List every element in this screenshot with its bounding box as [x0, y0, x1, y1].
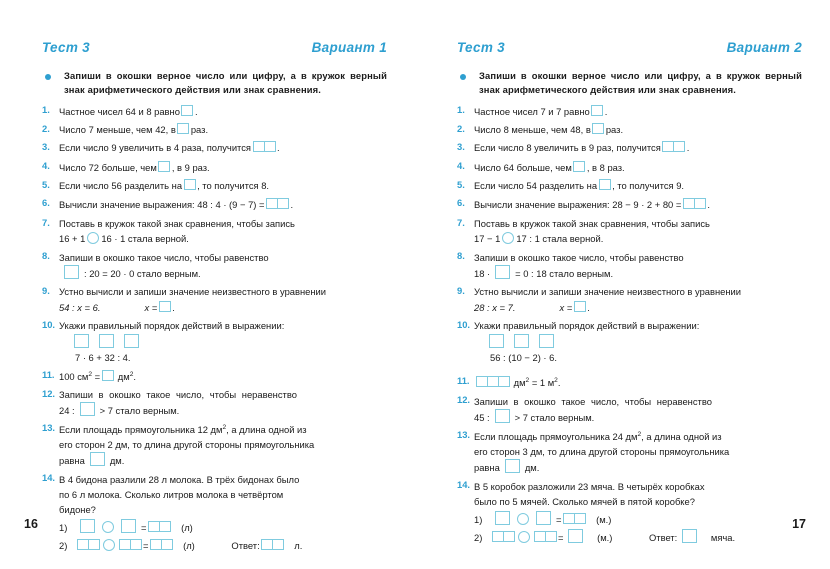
question-expression [474, 409, 802, 425]
order-of-operations-boxes [484, 334, 802, 348]
answer-box[interactable] [64, 265, 79, 279]
question-5 [457, 178, 802, 193]
question-text: 100 см [59, 370, 89, 382]
text-part: , а длина одной из [226, 423, 307, 435]
expr-right: : 20 = 20 · 0 стало верным. [84, 268, 201, 280]
question-number: 4. [42, 160, 50, 172]
question-text: Число 8 меньше, чем 48, в [474, 124, 591, 136]
expr-right: 16 · 1 стала верной. [101, 233, 189, 245]
question-text: Если число 8 увеличить в 9 раз, получится [474, 142, 661, 154]
unit-text: (л) [183, 539, 195, 551]
answer-box-2cell[interactable] [148, 521, 171, 536]
question-text: Запиши в окошко такое число, чтобы неравенство [474, 395, 712, 407]
question-body [474, 197, 802, 213]
question-2 [457, 122, 802, 137]
answer-box[interactable] [599, 179, 611, 190]
question-text-tail: раз. [605, 124, 624, 136]
question-body [59, 178, 387, 193]
answer-box[interactable] [536, 511, 551, 525]
question-7 [42, 216, 387, 246]
answer-box[interactable] [505, 459, 520, 473]
instruction-text: Запиши в окошки верное число или цифру, а в кружок верный знак арифметического действия или знак сравнения. [64, 70, 387, 96]
answer-box[interactable] [591, 105, 603, 116]
answer-box-2cell[interactable] [683, 198, 706, 213]
question-number: 8. [457, 250, 465, 262]
question-expression [59, 402, 387, 418]
question-number: 7. [42, 216, 50, 228]
question-number: 11. [457, 375, 470, 387]
question-2 [42, 122, 387, 137]
answer-box-3cell[interactable] [476, 376, 510, 391]
question-6 [42, 197, 387, 213]
question-text-line3 [474, 459, 802, 475]
question-expression [474, 231, 802, 246]
superscript: 2 [129, 370, 134, 378]
question-text-tail: . [707, 198, 710, 210]
answer-box-2cell[interactable] [563, 513, 586, 528]
answer-box[interactable] [682, 529, 697, 543]
question-body [474, 122, 802, 137]
question-text-tail: раз. [190, 124, 209, 136]
row-equation: = (м.) [490, 511, 611, 528]
unit-text: мяча. [710, 532, 736, 544]
unit-text: дм. [524, 462, 540, 474]
question-body [474, 104, 802, 119]
word-problem-line2: было по 5 мячей. Сколько мячей в пятой коробке? [474, 495, 695, 507]
answer-box[interactable] [495, 511, 510, 525]
question-body [59, 472, 387, 554]
question-text: Запиши в окошко такое число, чтобы неравенство [59, 389, 297, 401]
question-text: Число 72 больше, чем [59, 161, 157, 173]
question-number: 6. [457, 197, 465, 209]
answer-box[interactable] [121, 519, 136, 533]
answer-box[interactable] [124, 334, 139, 348]
bullet-icon [460, 74, 466, 80]
question-9 [42, 284, 387, 314]
answer-box[interactable] [158, 161, 170, 172]
question-body [59, 369, 387, 384]
answer-box[interactable] [592, 123, 604, 134]
question-number: 13. [42, 422, 56, 434]
text-part: равна [59, 455, 85, 467]
equation-right: x = [144, 301, 158, 313]
question-body [59, 104, 387, 119]
unit-text: м [547, 376, 555, 388]
right-page [415, 0, 830, 569]
question-10 [457, 318, 802, 365]
question-number: 1. [42, 104, 50, 116]
question-number: 13. [457, 429, 471, 441]
bullet-icon [45, 74, 51, 80]
question-text-line2: его сторон 2 дм, то длина другой стороны прямоугольника [59, 439, 315, 451]
equation-tail: . [587, 301, 590, 313]
question-number: 6. [42, 197, 50, 209]
answer-circle[interactable] [87, 232, 99, 244]
question-number: 4. [457, 160, 465, 172]
expression-text: 7 · 6 + 32 : 4. [75, 352, 131, 364]
question-text-tail: , то получится 9. [612, 180, 685, 192]
question-9 [457, 284, 802, 314]
superscript: 2 [637, 430, 642, 438]
instruction-block [42, 69, 387, 98]
answer-circle[interactable] [518, 531, 530, 543]
question-text-tail: . [133, 370, 136, 382]
answer-box[interactable] [574, 301, 586, 312]
page-number-right: 17 [792, 517, 806, 531]
word-problem-line1: В 4 бидона разлили 28 л молока. В трёх бидонах было [59, 473, 300, 485]
question-body [474, 318, 802, 365]
question-number: 3. [457, 140, 465, 152]
question-body [59, 216, 387, 246]
question-11 [457, 375, 802, 391]
question-number: 10. [457, 318, 471, 330]
question-text: Частное чисел 7 и 7 равно [474, 105, 590, 117]
question-body [474, 394, 802, 425]
question-5 [42, 178, 387, 193]
question-13 [457, 429, 802, 476]
question-number: 2. [457, 122, 465, 134]
question-6 [457, 197, 802, 213]
question-number: 2. [42, 122, 50, 134]
answer-box[interactable] [489, 334, 504, 348]
question-text: Вычисли значение выражения: 28 − 9 · 2 + 80 = [474, 198, 682, 210]
question-number: 11. [42, 369, 55, 381]
row-label: 1) [474, 513, 483, 525]
answer-box-2cell[interactable] [662, 141, 685, 156]
answer-box[interactable] [159, 301, 171, 312]
unit-text: дм. [109, 455, 125, 467]
question-number: 1. [457, 104, 465, 116]
answer-box-2cell[interactable] [492, 531, 515, 546]
question-text: Укажи правильный порядок действий в выражении: [474, 320, 700, 332]
question-11 [42, 369, 387, 384]
solution-row-1 [59, 519, 387, 536]
expression-text: 56 : (10 − 2) · 6. [490, 352, 557, 364]
question-text: Частное чисел 64 и 8 равно [59, 105, 180, 117]
question-text: Если число 54 разделить на [474, 180, 598, 192]
word-problem-line3: бидоне? [59, 504, 96, 516]
answer-box[interactable] [495, 265, 510, 279]
question-body [474, 216, 802, 246]
answer-box[interactable] [568, 529, 583, 543]
question-4 [457, 160, 802, 175]
question-text: Запиши в окошко такое число, чтобы равенство [59, 251, 269, 263]
question-text: Если число 56 разделить на [59, 180, 183, 192]
answer-box[interactable] [539, 334, 554, 348]
answer-label: Ответ: [231, 539, 260, 551]
answer-box-2cell[interactable] [253, 141, 276, 156]
question-text: Устно вычисли и запиши значение неизвестного в уравнении [59, 286, 327, 298]
expr-left: 24 : [59, 405, 75, 417]
expr-right: > 7 стало верным. [99, 405, 180, 417]
question-text-tail: , то получится 8. [197, 180, 270, 192]
answer-box[interactable] [80, 402, 95, 416]
unit-text: дм [513, 376, 526, 388]
question-text: Поставь в кружок такой знак сравнения, чтобы запись [59, 218, 295, 230]
page-number-left: 16 [24, 517, 38, 531]
question-text-tail: . [277, 142, 280, 154]
answer-circle[interactable] [517, 513, 529, 525]
question-body [59, 318, 387, 365]
question-equation [474, 300, 802, 315]
unit-text: (м.) [597, 532, 613, 544]
question-number: 12. [42, 387, 56, 399]
question-13 [42, 422, 387, 469]
variant-title: Вариант 1 [311, 40, 387, 55]
question-body [474, 375, 802, 391]
answer-box[interactable] [102, 370, 114, 381]
superscript: 2 [525, 376, 530, 384]
question-body [474, 284, 802, 314]
answer-box-2cell[interactable] [119, 539, 142, 554]
question-body [59, 387, 387, 418]
question-number: 14. [42, 472, 56, 484]
word-problem-line2: по 6 л молока. Сколько литров молока в четвёртом [59, 488, 284, 500]
expr-right: 17 : 1 стала верной. [516, 233, 604, 245]
superscript: 2 [222, 423, 227, 431]
answer-box-2cell[interactable] [261, 539, 284, 554]
expr-left: 18 · [474, 268, 491, 280]
question-text: Число 7 меньше, чем 42, в [59, 124, 176, 136]
question-body [59, 284, 387, 314]
row-equation: = (м.) Ответ: мяча. [490, 529, 735, 546]
question-body [474, 479, 802, 547]
equation-left: 28 : x = 7. [474, 301, 516, 313]
answer-circle[interactable] [502, 232, 514, 244]
question-number: 10. [42, 318, 56, 330]
word-problem-line1: В 5 коробок разложили 23 мяча. В четырёх коробках [474, 480, 705, 492]
unit-text: дм [117, 370, 130, 382]
question-number: 5. [42, 178, 50, 190]
question-number: 9. [42, 284, 50, 296]
solution-row-2 [474, 529, 802, 546]
question-text: Если число 9 увеличить в 4 раза, получится [59, 142, 252, 154]
order-of-operations-boxes [69, 334, 387, 348]
question-number: 12. [457, 394, 471, 406]
answer-box-2cell[interactable] [150, 539, 173, 554]
answer-circle[interactable] [102, 521, 114, 533]
test-title: Тест 3 [457, 40, 505, 55]
question-body [59, 250, 387, 281]
question-14 [457, 479, 802, 547]
answer-box[interactable] [74, 334, 89, 348]
answer-box[interactable] [90, 452, 105, 466]
question-8 [42, 250, 387, 281]
question-text-line3 [59, 452, 387, 468]
question-text: Устно вычисли и запиши значение неизвестного в уравнении [474, 286, 742, 298]
question-12 [42, 387, 387, 418]
question-text-line2: его сторон 3 дм, то длина другой стороны прямоугольника [474, 445, 730, 457]
test-title: Тест 3 [42, 40, 90, 55]
superscript: 2 [88, 370, 93, 378]
answer-box-2cell[interactable] [534, 531, 557, 546]
equals-sign: = 1 [531, 376, 546, 388]
question-number: 8. [42, 250, 50, 262]
unit-text: л. [294, 539, 303, 551]
variant-title: Вариант 2 [726, 40, 802, 55]
text-part: Если площадь прямоугольника 24 дм [474, 430, 638, 442]
right-page-header [457, 40, 802, 55]
question-text: Укажи правильный порядок действий в выражении: [59, 320, 285, 332]
question-expression [474, 265, 802, 281]
question-body [474, 160, 802, 175]
question-expression [59, 231, 387, 246]
question-text: Запиши в окошко такое число, чтобы равенство [474, 251, 684, 263]
question-text: Поставь в кружок такой знак сравнения, чтобы запись [474, 218, 710, 230]
text-part: Если площадь прямоугольника 12 дм [59, 423, 223, 435]
expr-left: 17 − 1 [474, 233, 501, 245]
expr-right: > 7 стало верным. [514, 412, 595, 424]
question-body [59, 140, 387, 156]
question-body [474, 178, 802, 193]
question-body [59, 160, 387, 175]
expr-right: = 0 : 18 стало верным. [515, 268, 614, 280]
equals-sign: = [94, 370, 101, 382]
question-body [474, 250, 802, 281]
row-equation: = (л) Ответ: л. [75, 538, 302, 554]
question-8 [457, 250, 802, 281]
question-text-tail: . [557, 376, 561, 388]
question-text: Вычисли значение выражения: 48 : 4 · (9 − 7) = [59, 198, 265, 210]
question-body [474, 429, 802, 476]
question-body [59, 122, 387, 137]
question-body [474, 140, 802, 156]
row-equation: = (л) [75, 519, 193, 536]
unit-text: (л) [181, 521, 193, 533]
question-text-tail: , в 8 раз. [586, 161, 625, 173]
question-1 [457, 104, 802, 119]
question-text-tail: . [604, 105, 608, 117]
question-body [59, 197, 387, 213]
row-label: 2) [474, 532, 483, 544]
question-number: 3. [42, 140, 50, 152]
answer-box[interactable] [80, 519, 95, 533]
question-text-tail: , в 9 раз. [171, 161, 210, 173]
answer-box[interactable] [514, 334, 529, 348]
question-text-tail: . [290, 198, 294, 210]
question-14 [42, 472, 387, 554]
question-number: 5. [457, 178, 465, 190]
equation-tail: . [172, 301, 175, 313]
answer-box-2cell[interactable] [266, 198, 289, 213]
question-number: 9. [457, 284, 465, 296]
question-body [59, 422, 387, 469]
equation-left: 54 : x = 6. [59, 301, 101, 313]
answer-box-2cell[interactable] [77, 539, 100, 554]
expr-left: 45 : [474, 412, 490, 424]
instruction-block [457, 69, 802, 98]
answer-box[interactable] [573, 161, 585, 172]
question-equation [59, 300, 387, 315]
question-1 [42, 104, 387, 119]
question-text: Число 64 больше, чем [474, 161, 572, 173]
solution-row-2 [59, 538, 387, 554]
solution-row-1 [474, 511, 802, 528]
question-7 [457, 216, 802, 246]
superscript: 2 [554, 376, 558, 384]
left-page-header [42, 40, 387, 55]
row-label: 2) [59, 539, 68, 551]
answer-box[interactable] [181, 105, 193, 116]
question-text-line1 [59, 422, 387, 437]
answer-box[interactable] [495, 409, 510, 423]
row-label: 1) [59, 521, 68, 533]
answer-box[interactable] [184, 179, 196, 190]
equation-right: x = [559, 301, 573, 313]
question-12 [457, 394, 802, 425]
text-part: , а длина одной из [641, 430, 722, 442]
question-3 [457, 140, 802, 156]
question-10 [42, 318, 387, 365]
question-text-line1 [474, 429, 802, 444]
answer-box[interactable] [177, 123, 189, 134]
question-text-tail: . [686, 142, 690, 154]
question-expression [59, 265, 387, 281]
question-number: 7. [457, 216, 465, 228]
answer-label: Ответ: [649, 532, 678, 544]
question-4 [42, 160, 387, 175]
unit-text: (м.) [596, 513, 612, 525]
answer-circle[interactable] [103, 539, 115, 551]
question-number: 14. [457, 479, 471, 491]
text-part: равна [474, 462, 500, 474]
expr-left: 16 + 1 [59, 233, 86, 245]
instruction-text: Запиши в окошки верное число или цифру, а в кружок верный знак арифметического действия или знак сравнения. [479, 70, 802, 96]
answer-box[interactable] [99, 334, 114, 348]
question-3 [42, 140, 387, 156]
question-text-tail: . [194, 105, 198, 117]
